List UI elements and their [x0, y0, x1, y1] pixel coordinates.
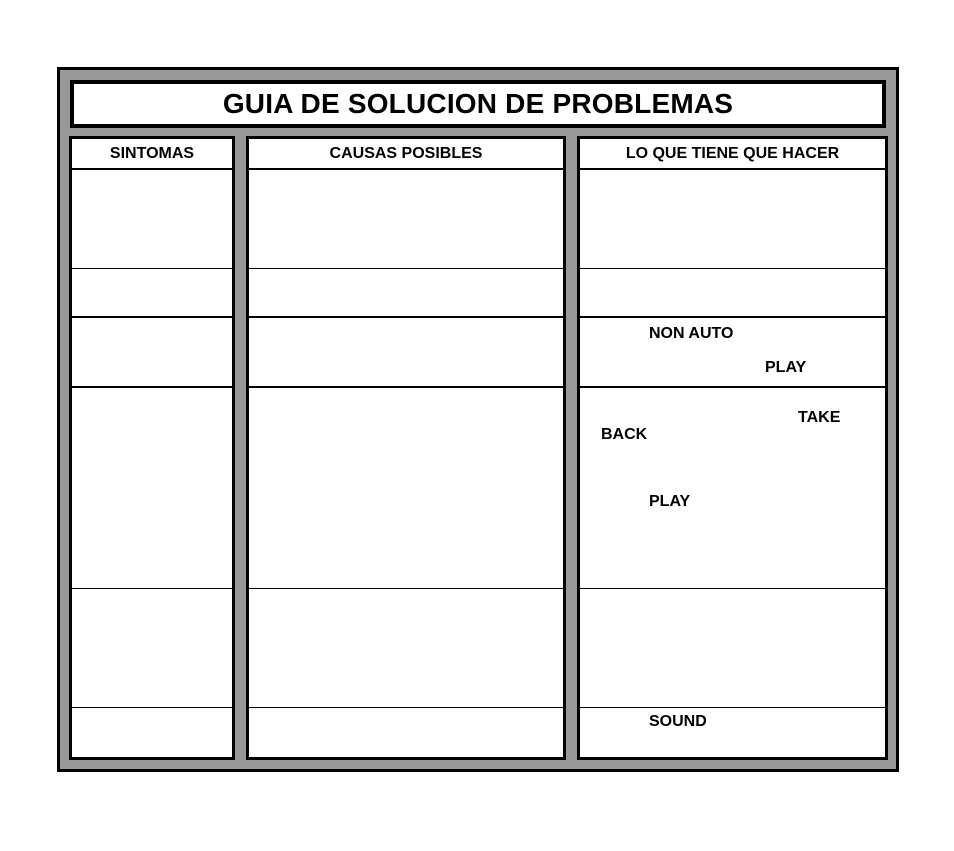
row-divider	[580, 316, 885, 318]
symptoms-column	[69, 136, 235, 760]
actions-header: LO QUE TIENE QUE HACER	[580, 139, 885, 170]
row-divider	[249, 268, 563, 269]
causes-header: CAUSAS POSIBLES	[249, 139, 563, 170]
symptoms-header: SINTOMAS	[72, 139, 232, 170]
row-divider	[249, 386, 563, 388]
play-label: PLAY	[765, 359, 807, 376]
actions-column	[577, 136, 888, 760]
sound-label: SOUND	[649, 713, 707, 730]
row-divider	[580, 707, 885, 708]
take-label: TAKE	[798, 409, 841, 426]
row-divider	[249, 707, 563, 708]
row-divider	[72, 707, 232, 708]
row-divider	[249, 588, 563, 589]
causes-column	[246, 136, 566, 760]
troubleshooting-guide-frame	[57, 67, 899, 772]
non-auto-label: NON AUTO	[649, 325, 734, 342]
title-box	[70, 80, 886, 128]
row-divider	[580, 268, 885, 269]
page-title: GUIA DE SOLUCION DE PROBLEMAS	[222, 88, 734, 119]
row-divider	[249, 316, 563, 318]
row-divider	[72, 268, 232, 269]
play-label: PLAY	[649, 493, 691, 510]
row-divider	[72, 588, 232, 589]
back-label: BACK	[601, 426, 648, 443]
row-divider	[580, 386, 885, 388]
row-divider	[72, 316, 232, 318]
row-divider	[72, 386, 232, 388]
row-divider	[580, 588, 885, 589]
